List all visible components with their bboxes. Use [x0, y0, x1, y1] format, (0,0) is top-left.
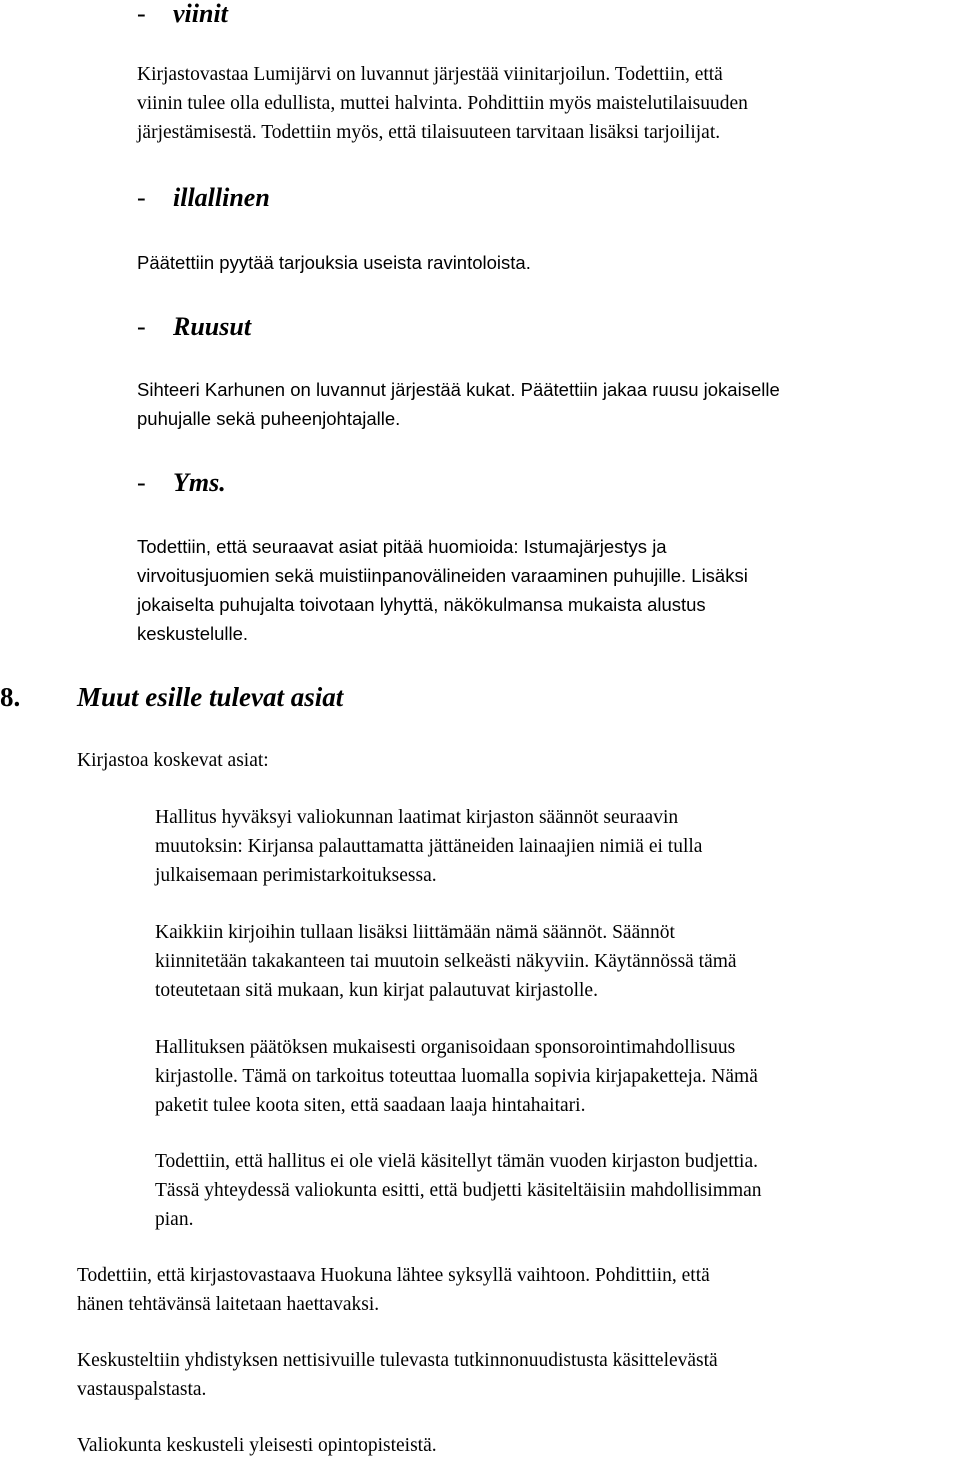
- indented-paragraph-2: [155, 918, 955, 1005]
- paragraph-line: puhujalle sekä puheenjohtajalle.: [137, 408, 401, 429]
- paragraph-line: kiinnitetään takakanteen tai muutoin selkeästi näkyviin. Käytännössä tämä: [155, 951, 737, 972]
- item-heading-viinit: [137, 0, 228, 29]
- section-number: 8.: [0, 682, 21, 712]
- item-paragraph-viinit: [137, 60, 957, 147]
- heading-text: illallinen: [173, 183, 270, 212]
- paragraph-line: jokaiselta puhujalta toivotaan lyhyttä, näkökulmansa mukaista alustus: [137, 594, 706, 615]
- paragraph-line: Hallituksen päätöksen mukaisesti organisoidaan sponsorointimahdollisuus: [155, 1037, 736, 1058]
- paragraph-line: Valiokunta keskusteli yleisesti opintopisteistä.: [77, 1435, 437, 1456]
- paragraph-line: Sihteeri Karhunen on luvannut järjestää kukat. Päätettiin jakaa ruusu jokaiselle: [137, 379, 780, 400]
- paragraph-line: virvoitusjuomien sekä muistiinpanovälineiden varaaminen puhujille. Lisäksi: [137, 565, 748, 586]
- heading-dash: -: [137, 183, 146, 212]
- paragraph-line: Todettiin, että seuraavat asiat pitää huomioida: Istumajärjestys ja: [137, 536, 667, 557]
- paragraph-line: Päätettiin pyytää tarjouksia useista ravintoloista.: [137, 252, 531, 273]
- paragraph-opintopisteet: [77, 1431, 437, 1460]
- paragraph-line: järjestämisestä. Todettiin myös, että tilaisuuteen tarvitaan lisäksi tarjoilijat.: [137, 122, 721, 143]
- paragraph-line: viinin tulee olla edullista, muttei halvinta. Pohdittiin myös maistelutilaisuuden: [137, 93, 748, 114]
- paragraph-line: paketit tulee koota siten, että saadaan laaja hintahaitari.: [155, 1095, 586, 1116]
- indented-paragraph-1: [155, 803, 955, 890]
- paragraph-huokuna: [77, 1261, 955, 1319]
- heading-text: viinit: [173, 0, 228, 28]
- heading-text: Yms.: [173, 468, 226, 497]
- paragraph-line: Keskusteltiin yhdistyksen nettisivuille tulevasta tutkinnonuudistusta käsittelevästä: [77, 1350, 718, 1371]
- indented-paragraph-3: [155, 1033, 955, 1120]
- paragraph-line: Hallitus hyväksyi valiokunnan laatimat kirjaston säännöt seuraavin: [155, 807, 679, 828]
- paragraph-line: Tässä yhteydessä valiokunta esitti, että budjetti käsiteltäisiin mahdollisimman: [155, 1180, 762, 1201]
- paragraph-line: Todettiin, että kirjastovastaava Huokuna lähtee syksyllä vaihtoon. Pohdittiin, että: [77, 1265, 710, 1286]
- item-paragraph-ruusut: [137, 375, 780, 433]
- paragraph-line: Kaikkiin kirjoihin tullaan lisäksi liittämään nämä säännöt. Säännöt: [155, 922, 675, 943]
- heading-dash: -: [137, 0, 146, 28]
- paragraph-line: pian.: [155, 1209, 194, 1230]
- heading-dash: -: [137, 468, 146, 497]
- paragraph-line: keskustelulle.: [137, 623, 249, 644]
- section-heading: [0, 681, 343, 713]
- heading-dash: -: [137, 312, 146, 341]
- section-title: Muut esille tulevat asiat: [77, 682, 344, 712]
- paragraph-line: muutoksin: Kirjansa palauttamatta jättäneiden lainaajien nimiä ei tulla: [155, 836, 703, 857]
- item-paragraph-yms: [137, 532, 957, 648]
- item-heading-illallinen: [137, 183, 270, 213]
- paragraph-line: hänen tehtävänsä laitetaan haettavaksi.: [77, 1294, 380, 1315]
- paragraph-line: Kirjastovastaa Lumijärvi on luvannut järjestää viinitarjoilun. Todettiin, että: [137, 64, 723, 85]
- item-heading-ruusut: [137, 312, 251, 342]
- section-intro: Kirjastoa koskevat asiat:: [77, 750, 269, 771]
- paragraph-line: Todettiin, että hallitus ei ole vielä käsitellyt tämän vuoden kirjaston budjettia.: [155, 1151, 758, 1172]
- paragraph-line: kirjastolle. Tämä on tarkoitus toteuttaa luomalla sopivia kirjapaketteja. Nämä: [155, 1066, 758, 1087]
- paragraph-line: julkaisemaan perimistarkoituksessa.: [155, 865, 437, 886]
- indented-paragraph-4: [155, 1147, 955, 1234]
- item-heading-yms: [137, 468, 226, 498]
- paragraph-nettisivut: [77, 1346, 955, 1404]
- paragraph-line: vastauspalstasta.: [77, 1379, 207, 1400]
- heading-text: Ruusut: [173, 312, 252, 341]
- item-paragraph-illallinen: [137, 248, 531, 277]
- paragraph-line: toteutetaan sitä mukaan, kun kirjat palautuvat kirjastolle.: [155, 980, 598, 1001]
